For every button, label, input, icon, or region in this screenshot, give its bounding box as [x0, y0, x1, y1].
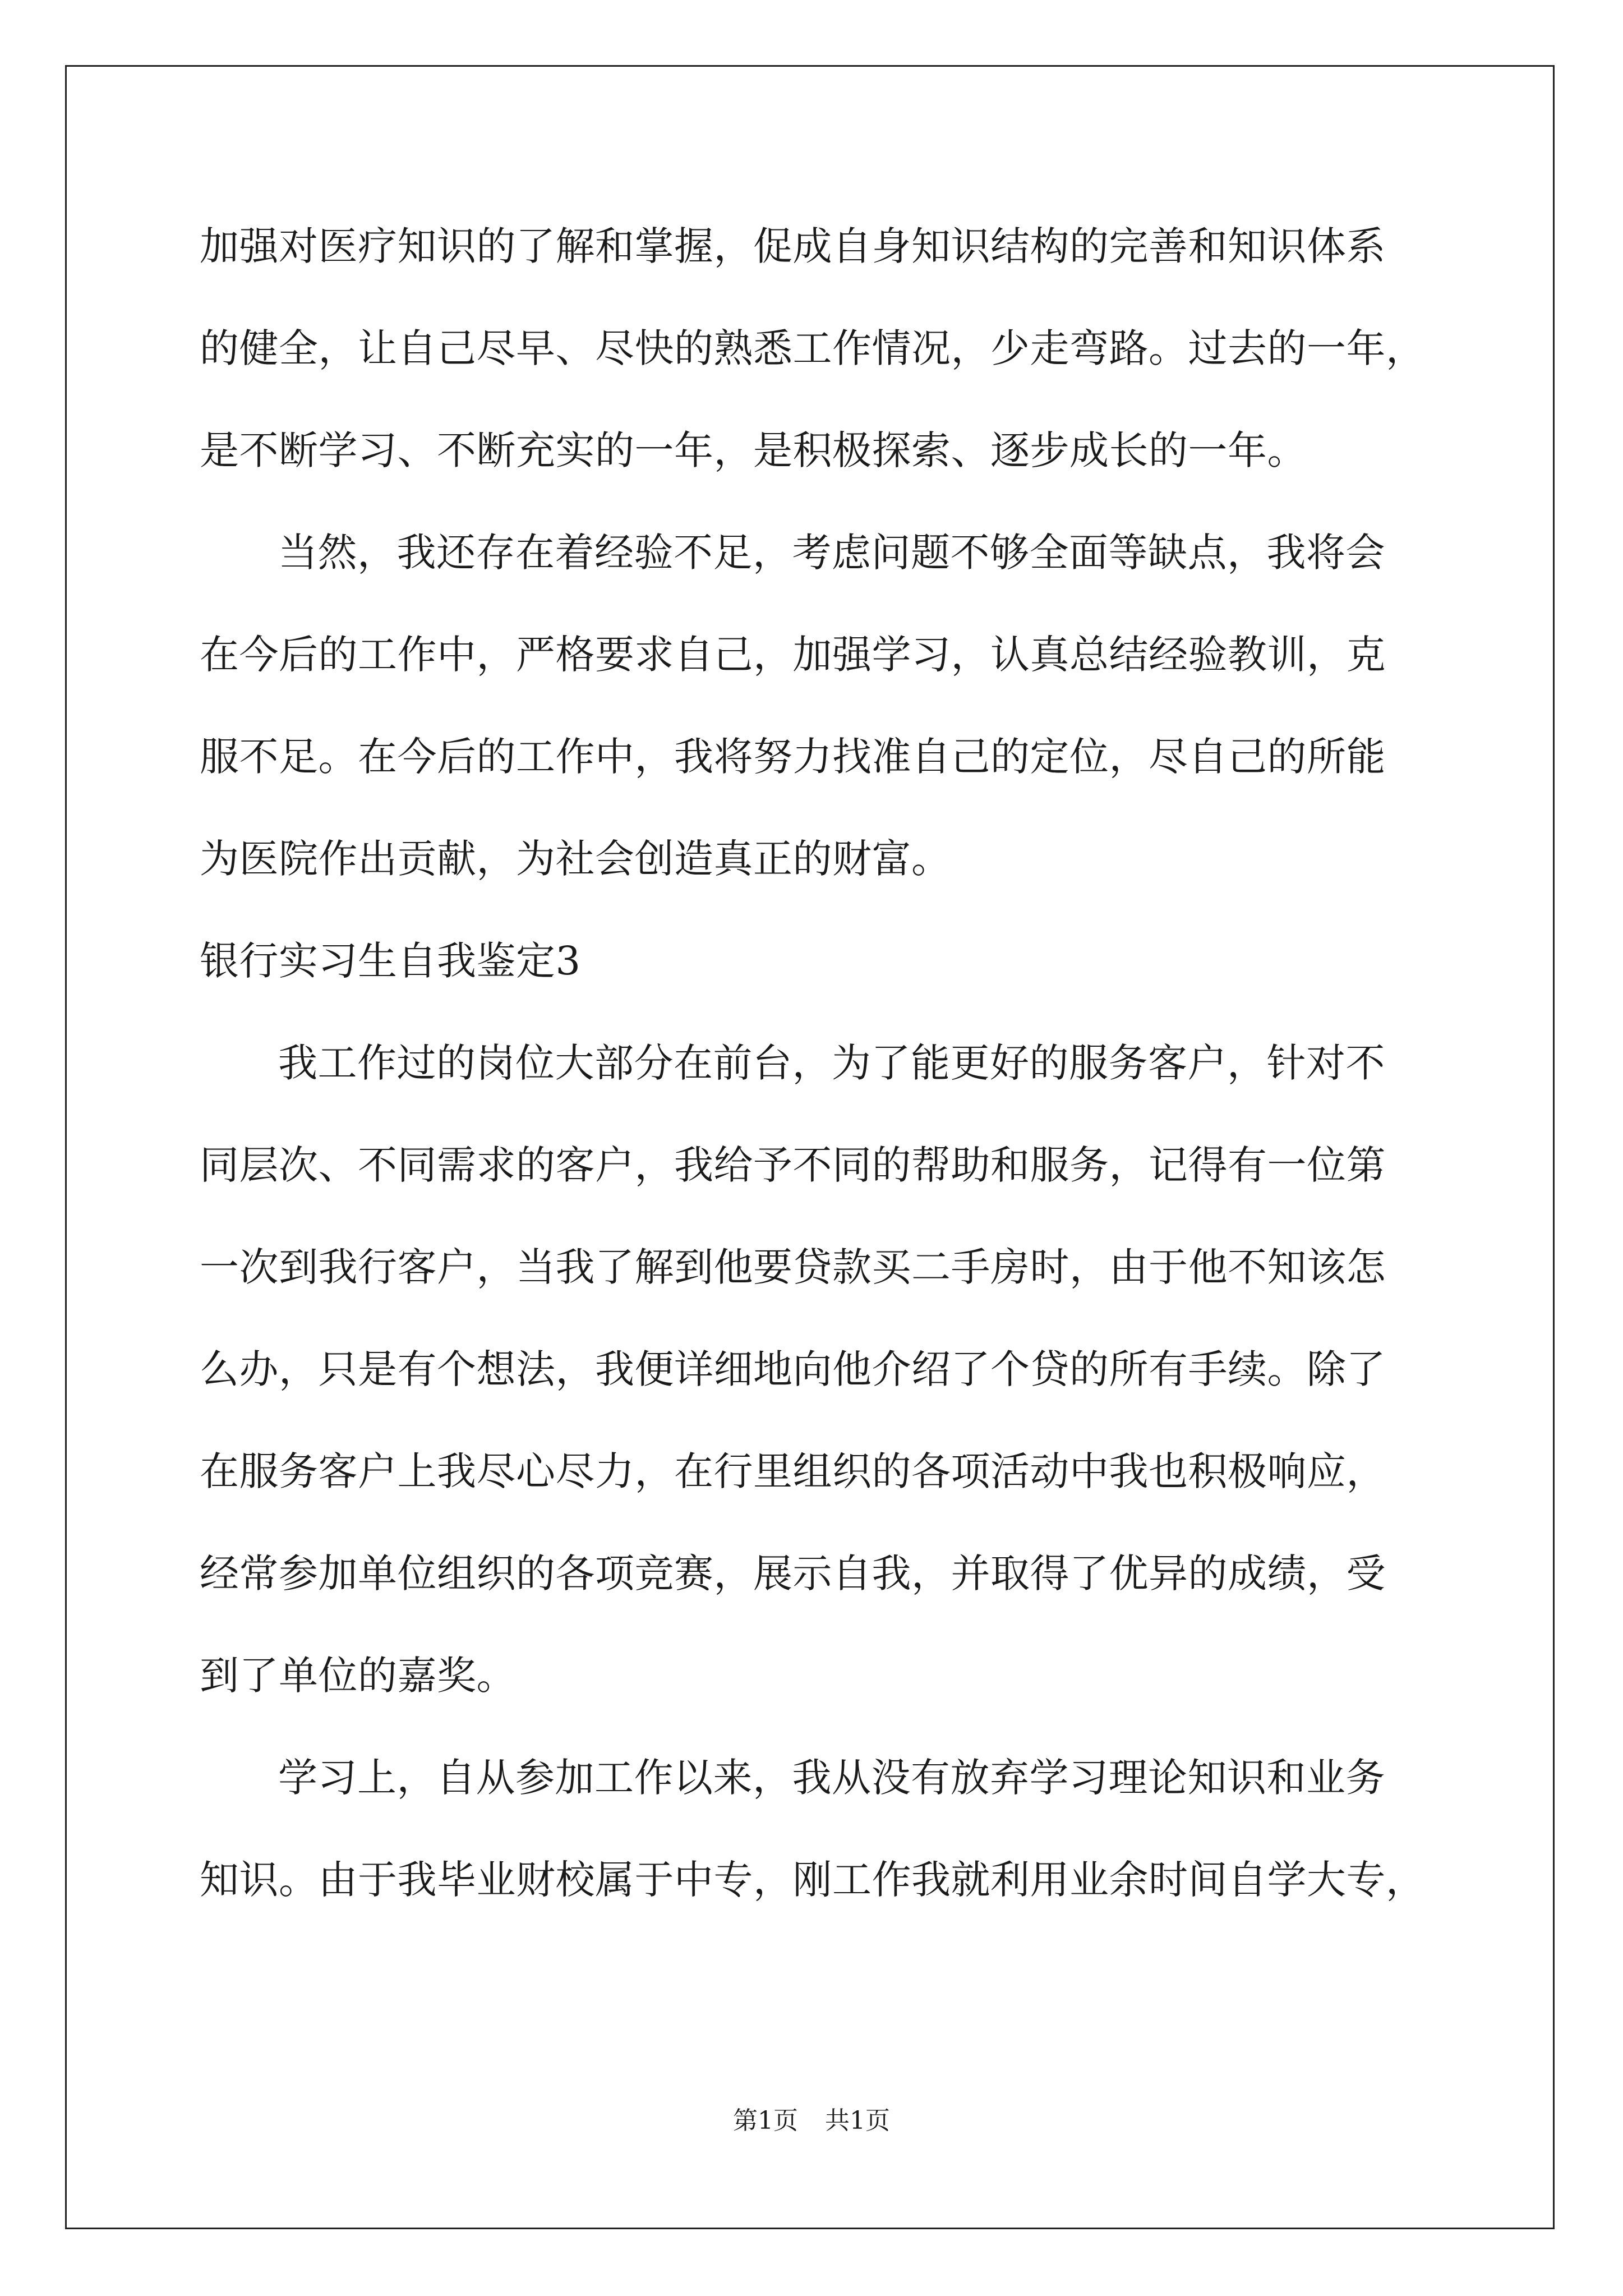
text-line: 我工作过的岗位大部分在前台，为了能更好的服务客户，针对不 [278, 1040, 1385, 1086]
text-line: 在今后的工作中，严格要求自己，加强学习，认真总结经验教训，克 [200, 632, 1386, 678]
text-line: 在服务客户上我尽心尽力，在行里组织的各项活动中我也积极响应， [200, 1448, 1386, 1494]
text-line: 知识。由于我毕业财校属于中专，刚工作我就利用业余时间自学大专， [200, 1857, 1426, 1903]
text-line: 当然，我还存在着经验不足，考虑问题不够全面等缺点，我将会 [278, 530, 1385, 576]
text-line: 一次到我行客户，当我了解到他要贷款买二手房时，由于他不知该怎 [200, 1244, 1386, 1290]
text-line: 服不足。在今后的工作中，我将努力找准自己的定位，尽自己的所能 [200, 734, 1386, 780]
text-line: 加强对医疗知识的了解和掌握，促成自身知识结构的完善和知识体系 [200, 223, 1386, 269]
text-line: 的健全，让自己尽早、尽快的熟悉工作情况，少走弯路。过去的一年， [200, 325, 1426, 371]
page-total: 共1页 [825, 2106, 890, 2135]
text-line: 学习上，自从参加工作以来，我从没有放弃学习理论知识和业务 [278, 1755, 1385, 1801]
page-footer [0, 2107, 1623, 2135]
text-line: 到了单位的嘉奖。 [200, 1653, 516, 1699]
text-line: 银行实习生自我鉴定3 [200, 938, 581, 984]
text-line: 为医院作出贡献，为社会创造真正的财富。 [200, 836, 951, 882]
text-line: 么办，只是有个想法，我便详细地向他介绍了个贷的所有手续。除了 [200, 1346, 1386, 1392]
text-line: 同层次、不同需求的客户，我给予不同的帮助和服务，记得有一位第 [200, 1142, 1386, 1188]
text-line: 经常参加单位组织的各项竞赛，展示自我，并取得了优异的成绩，受 [200, 1550, 1386, 1596]
page-number: 第1页 [733, 2106, 798, 2135]
text-line: 是不断学习、不断充实的一年，是积极探索、逐步成长的一年。 [200, 427, 1307, 473]
document-body [200, 224, 1456, 1960]
